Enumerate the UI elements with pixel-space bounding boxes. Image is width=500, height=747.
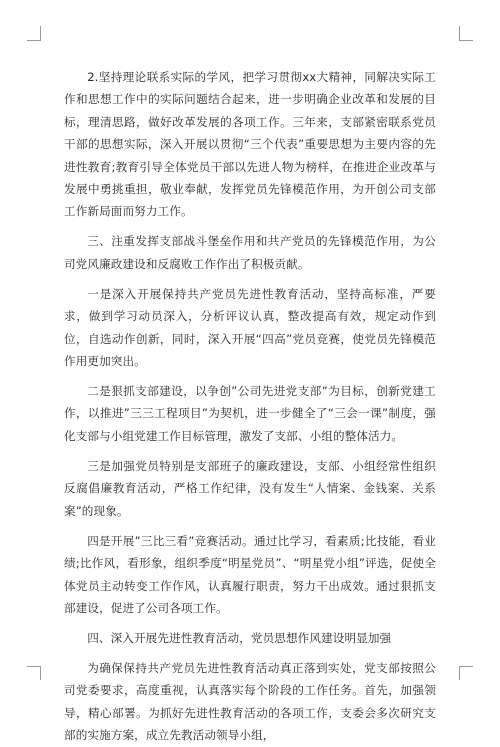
paragraph-study-style: 2.坚持理论联系实际的学风，把学习贯彻xx大精神，同解决实际工作和思想工作中的实际问题结合起来，进一步明确企业改革和发展的目标，理清思路，做好改革发展的各项工作。三年来，支部紧密联系党员干部的思想实际，深入开展以贯彻“三个代表”重要思想为主要内容的先进性教育;教育引导全体党员干部以先进人物为榜样，在推进企业改革与发展中勇挑重担，敬业奉献，发挥党员先锋模范作用，为开创公司支部工作新局面而努力工作。 (64, 70, 436, 219)
paragraph-point-two: 二是狠抓支部建设，以争创”公司先进党支部”为目标，创新党建工作，以推进”三三工程项目”为契机，进一步健全了“三会一课”制度，强化支部与小组党建工作目标管理，激发了支部、小组的整体活力。 (64, 384, 436, 443)
crop-mark-bottom-right-horizontal (459, 666, 473, 667)
crop-mark-bottom-left-horizontal (27, 666, 41, 667)
crop-mark-bottom-left-vertical (40, 666, 41, 680)
crop-mark-top-right-horizontal (459, 40, 473, 41)
paragraph-point-one: 一是深入开展保持共产党员先进性教育活动，坚持高标准，严要求，做到学习动员深入，分析评议认真，整改提高有效，规定动作到位，自选动作创新，同时，深入开展“四高”党员竞赛，使党员先锋模范作用更加突出。 (64, 286, 436, 369)
crop-mark-top-left-horizontal (27, 40, 41, 41)
paragraph-point-three: 三是加强党员特别是支部班子的廉政建设，支部、小组经常性组织反腐倡廉教育活动，严格工作纪律，没有发生“人情案、金钱案、关系案”的现象。 (64, 458, 436, 518)
paragraph-heading-section-four: 四、深入开展先进性教育活动，党员思想作风建设明显加强 (87, 630, 392, 645)
crop-mark-top-right-vertical (459, 26, 460, 40)
crop-mark-bottom-right-vertical (459, 666, 460, 680)
crop-mark-top-left-vertical (40, 26, 41, 40)
paragraph-point-four: 四是开展”三比三看”竞赛活动。通过比学习，看素质;比技能，看业绩;比作风，看形象，组织季度“明星党员”、“明星党小组”评选，促使全体党员主动转变工作作风，认真履行职责，努力干出成效。通过狠抓支部建设，促进了公司各项工作。 (64, 533, 436, 615)
paragraph-advanced-education: 为确保保持共产党员先进性教育活动真正落到实处，党支部按照公司党委要求，高度重视，认真落实每个阶段的工作任务。首先，加强领导，精心部署。为抓好先进性教育活动的各项工作，支委会多次研究支部的实施方案，成立先教活动领导小组， (64, 660, 436, 743)
paragraph-heading-section-three: 三、注重发挥支部战斗堡垒作用和共产党员的先锋模范作用，为公司党风廉政建设和反腐败工作作出了积极贡献。 (64, 234, 436, 271)
document-body (64, 66, 436, 747)
